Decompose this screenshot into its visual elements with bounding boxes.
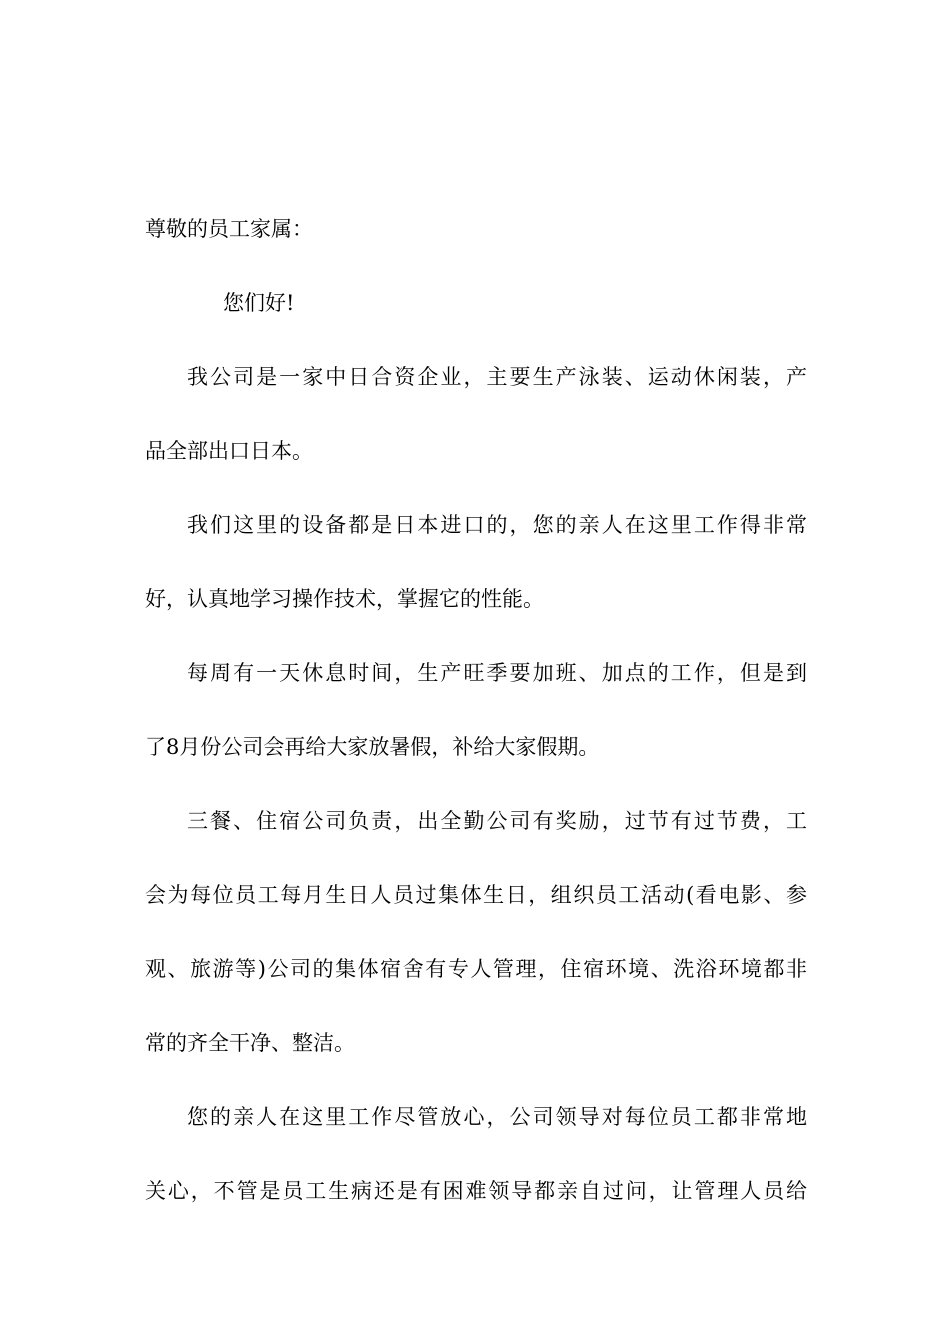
- paragraph-line: 我公司是一家中日合资企业，主要生产泳装、运动休闲装，产: [187, 365, 807, 389]
- paragraph-line: 常的齐全干净、整洁。: [145, 1031, 355, 1055]
- paragraph-line: 三餐、住宿公司负责，出全勤公司有奖励，过节有过节费，工: [187, 809, 807, 833]
- paragraph-line: 关心，不管是员工生病还是有困难领导都亲自过问，让管理人员给: [145, 1179, 807, 1203]
- salutation: 尊敬的员工家属：: [145, 217, 313, 241]
- greeting: 您们好!: [223, 291, 295, 315]
- paragraph-line: 您的亲人在这里工作尽管放心，公司领导对每位员工都非常地: [187, 1105, 807, 1129]
- paragraph-line: 我们这里的设备都是日本进口的，您的亲人在这里工作得非常: [187, 513, 807, 537]
- paragraph-line: 了8月份公司会再给大家放暑假，补给大家假期。: [145, 735, 600, 759]
- paragraph-line: 品全部出口日本。: [145, 439, 313, 463]
- paragraph-line: 每周有一天休息时间，生产旺季要加班、加点的工作，但是到: [187, 661, 807, 685]
- paragraph-line: 好，认真地学习操作技术，掌握它的性能。: [145, 587, 544, 611]
- paragraph-line: 会为每位员工每月生日人员过集体生日，组织员工活动(看电影、参: [145, 883, 807, 907]
- letter-body: [145, 203, 807, 1239]
- paragraph-line: 观、旅游等)公司的集体宿舍有专人管理，住宿环境、洗浴环境都非: [145, 957, 807, 981]
